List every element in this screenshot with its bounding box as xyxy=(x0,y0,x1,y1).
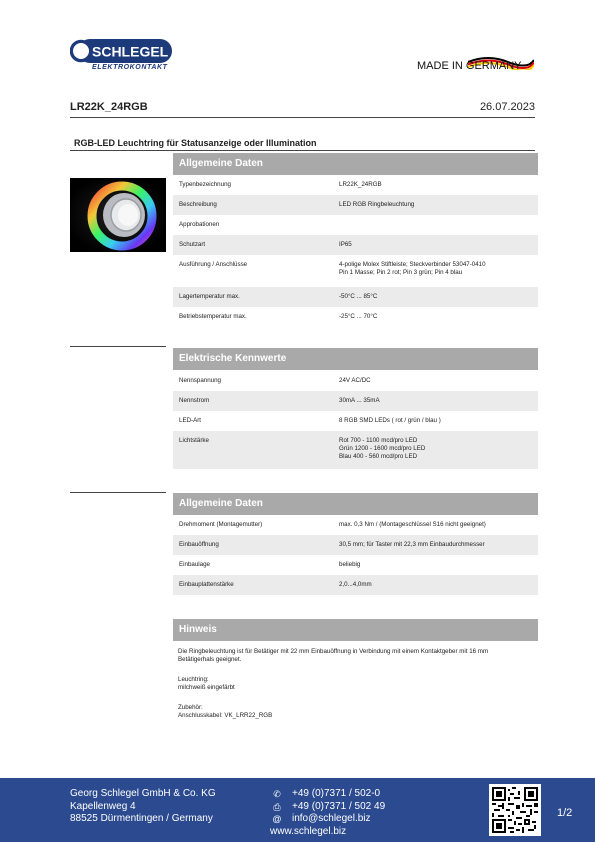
row-value: 30,5 mm; für Taster mit 22,3 mm Einbaudurchmesser xyxy=(339,541,485,548)
city: 88525 Dürmentingen / Germany xyxy=(70,813,213,824)
product-code: LR22K_24RGB xyxy=(70,101,148,113)
footer-address xyxy=(70,788,216,826)
divider xyxy=(70,492,166,493)
phone: +49 (0)7371 / 502-0 xyxy=(292,788,381,799)
street: Kapellenweg 4 xyxy=(70,800,136,812)
value-line: Blau 400 - 560 mcd/pro LED xyxy=(339,453,418,460)
row-value: 30mA ... 35mA xyxy=(339,397,380,404)
title-row xyxy=(70,98,535,118)
row-value: LR22K_24RGB xyxy=(339,181,382,188)
note-text xyxy=(178,648,488,663)
email-link[interactable]: info@schlegel.biz xyxy=(292,813,371,824)
page-number: 1/2 xyxy=(557,807,573,819)
phone-line xyxy=(270,788,385,801)
note-line: Betätigerhals geeignet. xyxy=(178,655,242,663)
table-row xyxy=(173,515,538,535)
row-key: Einbauplattenstärke xyxy=(179,581,234,588)
divider xyxy=(70,346,166,347)
table-row xyxy=(173,215,538,235)
row-key: Betriebstemperatur max. xyxy=(179,313,247,320)
table-row xyxy=(173,287,538,307)
document-date: 26.07.2023 xyxy=(479,101,535,113)
product-subtitle: RGB-LED Leuchtring für Statusanzeige oder Illumination xyxy=(74,138,317,148)
phone-icon: ✆ xyxy=(273,789,281,799)
row-value: -25°C ... 70°C xyxy=(339,313,378,320)
logo-subtext: ELEKTROKONTAKT xyxy=(92,64,168,71)
row-value: 2,0...4,0mm xyxy=(339,581,372,588)
row-key: Nennstrom xyxy=(179,397,210,404)
row-value: max. 0,3 Nm / (Montageschlüssel S16 nicht geeignet) xyxy=(339,521,486,528)
fax-icon: ⎙ xyxy=(273,801,281,812)
note-text xyxy=(178,704,272,719)
value-line: 4-polige Molex Stiftleiste; Steckverbinder 53047-0410 xyxy=(339,261,486,268)
table-row xyxy=(173,255,538,287)
email-line[interactable] xyxy=(270,813,385,826)
row-key: Nennspannung xyxy=(179,377,221,384)
table-row xyxy=(173,555,538,575)
section-header-note: Hinweis xyxy=(173,619,538,641)
row-value xyxy=(339,437,425,461)
note-line: Anschlusskabel: VK_LRR22_RGB xyxy=(178,711,273,719)
value-line: Rot 700 - 1100 mcd/pro LED xyxy=(339,437,418,444)
table-row xyxy=(173,575,538,595)
qr-code xyxy=(489,784,541,836)
section-header-electrical: Elektrische Kennwerte xyxy=(173,348,538,370)
at-icon: @ xyxy=(272,814,282,824)
table-row xyxy=(173,175,538,195)
table-row xyxy=(173,195,538,215)
web-link[interactable]: www.schlegel.biz xyxy=(270,825,347,837)
row-key: Ausführung / Anschlüsse xyxy=(179,261,248,268)
table-row xyxy=(173,535,538,555)
fax-line xyxy=(270,801,385,814)
row-key: Lichtstärke xyxy=(179,437,209,444)
row-key: Einbauöffnung xyxy=(179,541,219,548)
row-key: Lagertemperatur max. xyxy=(179,293,240,300)
row-value xyxy=(339,261,486,277)
company-name: Georg Schlegel GmbH & Co. KG xyxy=(70,788,216,799)
note-line: milchweiß eingefärbt xyxy=(178,683,235,691)
note-line: Leuchtring: xyxy=(178,676,209,683)
row-key: Einbaulage xyxy=(179,561,210,568)
product-image xyxy=(70,178,166,252)
row-key: Approbationen xyxy=(179,221,220,228)
note-text xyxy=(178,676,235,691)
table-row xyxy=(173,391,538,411)
section-header-general-2: Allgemeine Daten xyxy=(173,493,538,515)
row-value: IP65 xyxy=(339,241,352,248)
row-key: Drehmoment (Montagemutter) xyxy=(179,521,263,528)
row-value: 24V AC/DC xyxy=(339,377,371,384)
row-key: Typenbezeichnung xyxy=(179,181,231,188)
row-key: Schutzart xyxy=(179,241,206,248)
value-line: Grün 1200 - 1600 mcd/pro LED xyxy=(339,445,426,452)
row-key: Beschreibung xyxy=(179,201,217,208)
footer-contact xyxy=(270,788,385,838)
row-value: beliebig xyxy=(339,561,361,568)
table-row xyxy=(173,431,538,469)
note-line: Zubehör: xyxy=(178,704,203,711)
table-row xyxy=(173,411,538,431)
table-row xyxy=(173,307,538,327)
logo-text: SCHLEGEL xyxy=(92,43,169,60)
made-in-germany: MADE IN GERMANY xyxy=(417,60,522,72)
value-line: Pin 1 Masse; Pin 2 rot; Pin 3 grün; Pin 4 blau xyxy=(339,269,463,276)
schlegel-logo xyxy=(70,38,182,74)
table-row xyxy=(173,371,538,391)
row-key: LED-Art xyxy=(179,417,202,424)
logo-mark xyxy=(70,38,174,64)
web-line[interactable] xyxy=(270,826,385,839)
section-header-general: Allgemeine Daten xyxy=(173,153,538,175)
footer xyxy=(0,778,595,842)
row-value: LED RGB Ringbeleuchtung xyxy=(339,201,415,208)
fax: +49 (0)7371 / 502 49 xyxy=(292,800,386,812)
row-value: -50°C ... 85°C xyxy=(339,293,378,300)
table-row xyxy=(173,235,538,255)
divider xyxy=(70,150,535,151)
note-line: Die Ringbeleuchtung ist für Betätiger mit 22 mm Einbauöffnung in Verbindung mit einem Kontaktgeber mit 16 mm xyxy=(178,648,489,655)
row-value: 8 RGB SMD LEDs ( rot / grün / blau ) xyxy=(339,417,441,424)
